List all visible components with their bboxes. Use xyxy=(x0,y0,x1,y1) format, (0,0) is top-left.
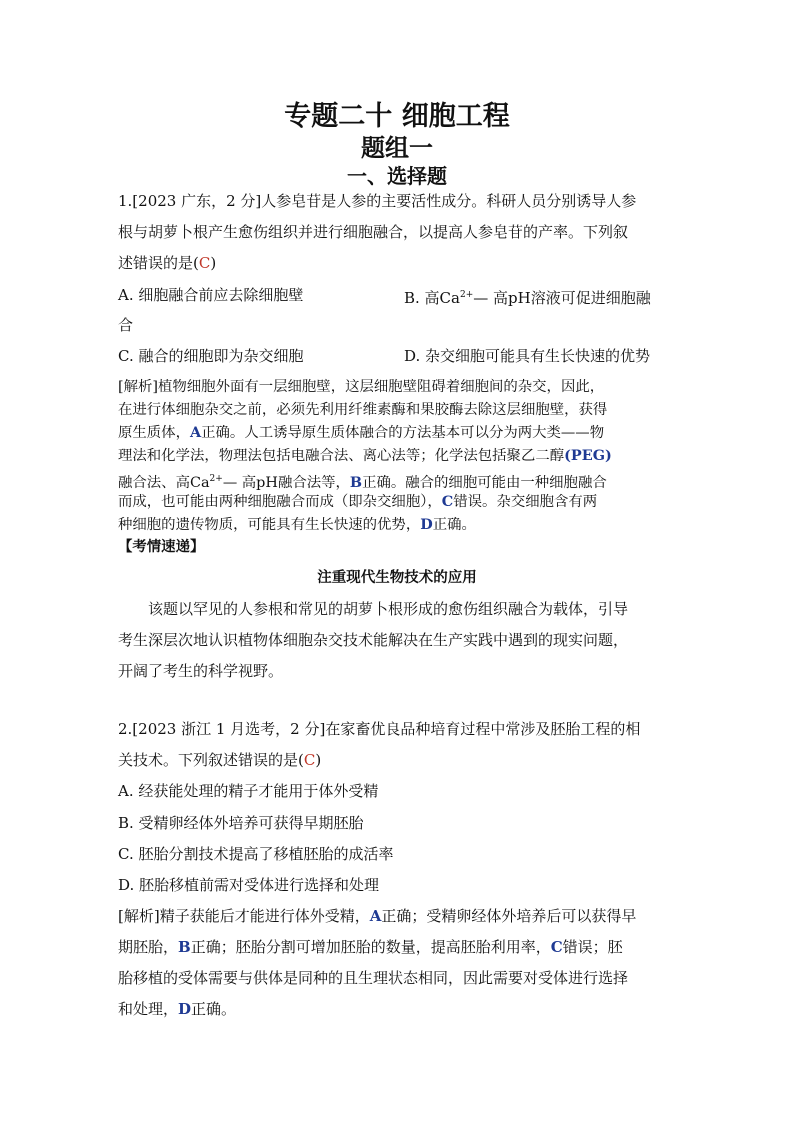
q1-options-row1 xyxy=(118,285,718,305)
q1-stem-close: ) xyxy=(210,254,217,272)
kaoqing-text-line3: 开阔了考生的科学视野。 xyxy=(118,662,284,680)
q1-analysis-peg: (PEG) xyxy=(564,447,612,464)
section-title: 一、选择题 xyxy=(347,164,447,188)
group-title: 题组一 xyxy=(361,133,433,162)
q1-option-b-sup: 2+ xyxy=(459,290,474,300)
q1-analysis-key-a: A xyxy=(189,424,202,441)
q1-analysis-text: 种细胞的遗传物质，可能具有生长快速的优势， xyxy=(118,517,421,533)
q1-option-b xyxy=(404,285,651,308)
q1-analysis-line7 xyxy=(118,515,678,535)
q1-stem-line2: 根与胡萝卜根产生愈伤组织并进行细胞融合，以提高人参皂苷的产率。下列叙 xyxy=(118,223,629,241)
kaoqing-text-line1: 该题以罕见的人参根和常见的胡萝卜根形成的愈伤组织融合为载体，引导 xyxy=(148,600,629,618)
q1-option-b-post: — 高pH溶液可促进细胞融 xyxy=(473,289,651,307)
q1-option-c: C. 融合的细胞即为杂交细胞 xyxy=(118,347,304,365)
q2-stem-line1: 2.[2023 浙江 1 月选考，2 分]在家畜优良品种培育过程中常涉及胚胎工程的相 xyxy=(118,720,641,738)
q1-stem-line1: 1.[2023 广东，2 分]人参皂苷是人参的主要活性成分。科研人员分别诱导人参 xyxy=(118,192,637,210)
q2-analysis-text: 期胚胎， xyxy=(118,938,179,956)
q2-analysis-key-a: A xyxy=(369,907,382,925)
q1-analysis-sup: 2+ xyxy=(209,474,223,484)
q1-analysis-line3 xyxy=(118,423,678,443)
q1-analysis-text: 错误。杂交细胞含有两 xyxy=(453,494,598,510)
q1-option-d: D. 杂交细胞可能具有生长快速的优势 xyxy=(404,347,651,365)
q1-analysis-text: 正确。 xyxy=(432,517,476,533)
q1-answer: C xyxy=(198,254,211,272)
q2-analysis-text: 正确；受精卵经体外培养后可以获得早 xyxy=(381,907,637,925)
q1-analysis-text: 理法和化学法，物理法包括电融合法、离心法等；化学法包括聚乙二醇 xyxy=(118,448,565,464)
q2-analysis-line4 xyxy=(118,999,678,1019)
q1-analysis-line5 xyxy=(118,469,678,493)
q1-option-b-pre: B. 高Ca xyxy=(404,289,460,307)
q2-stem-line2 xyxy=(118,750,678,770)
q1-option-a: A. 细胞融合前应去除细胞壁 xyxy=(118,286,304,304)
q2-analysis-key-d: D xyxy=(178,1000,192,1018)
q1-analysis-key-b: B xyxy=(349,474,363,491)
q2-analysis-text: [解析]精子获能后才能进行体外受精， xyxy=(118,907,370,925)
page-title: 专题二十 细胞工程 xyxy=(284,101,510,132)
kaoqing-label: 【考情速递】 xyxy=(118,538,205,555)
q2-option-c: C. 胚胎分割技术提高了移植胚胎的成活率 xyxy=(118,845,394,863)
q1-analysis-line4 xyxy=(118,446,678,466)
q2-analysis-key-c: C xyxy=(550,938,563,956)
q2-analysis-key-b: B xyxy=(178,938,191,956)
q1-option-b-cont: 合 xyxy=(118,316,134,334)
q1-analysis-text: 原生质体， xyxy=(118,425,190,441)
q1-analysis-key-d: D xyxy=(420,516,433,533)
q2-analysis-line1 xyxy=(118,906,678,926)
q1-analysis-text: 正确。融合的细胞可能由一种细胞融合 xyxy=(362,475,607,491)
q2-stem-close: ) xyxy=(315,751,322,769)
q2-stem-text: 关技术。下列叙述错误的是( xyxy=(118,751,304,769)
q1-options-row2 xyxy=(118,346,718,366)
q1-analysis-key-c: C xyxy=(441,493,454,510)
q1-analysis-text: — 高pH融合法等， xyxy=(222,475,350,491)
q1-analysis-line2: 在进行体细胞杂交之前，必须先利用纤维素酶和果胶酶去除这层细胞壁，获得 xyxy=(118,402,608,418)
q1-stem-text: 述错误的是( xyxy=(118,254,199,272)
kaoqing-title: 注重现代生物技术的应用 xyxy=(317,569,477,586)
q2-analysis-line3: 胎移植的受体需要与供体是同种的且生理状态相同，因此需要对受体进行选择 xyxy=(118,969,629,987)
q1-stem-line3 xyxy=(118,253,678,273)
kaoqing-text-line2: 考生深层次地认识植物体细胞杂交技术能解决在生产实践中遇到的现实问题， xyxy=(118,631,629,649)
q2-option-d: D. 胚胎移植前需对受体进行选择和处理 xyxy=(118,876,380,894)
q2-option-a: A. 经获能处理的精子才能用于体外受精 xyxy=(118,782,379,800)
q2-analysis-text: 正确；胚胎分割可增加胚胎的数量，提高胚胎利用率， xyxy=(190,938,551,956)
q1-analysis-line6 xyxy=(118,492,678,512)
q2-option-b: B. 受精卵经体外培养可获得早期胚胎 xyxy=(118,814,364,832)
q1-analysis-text: 而成，也可能由两种细胞融合而成（即杂交细胞）， xyxy=(118,494,442,510)
q1-analysis-text: 融合法、高Ca xyxy=(118,475,210,491)
q2-answer: C xyxy=(303,751,316,769)
q2-analysis-text: 正确。 xyxy=(191,1000,237,1018)
q2-analysis-text: 错误；胚 xyxy=(562,938,623,956)
q2-analysis-text: 和处理， xyxy=(118,1000,179,1018)
q1-analysis-text: 正确。人工诱导原生质体融合的方法基本可以分为两大类——物 xyxy=(201,425,605,441)
q2-analysis-line2 xyxy=(118,937,678,957)
q1-analysis-line1: [解析]植物细胞外面有一层细胞壁，这层细胞壁阻碍着细胞间的杂交，因此， xyxy=(118,379,605,395)
